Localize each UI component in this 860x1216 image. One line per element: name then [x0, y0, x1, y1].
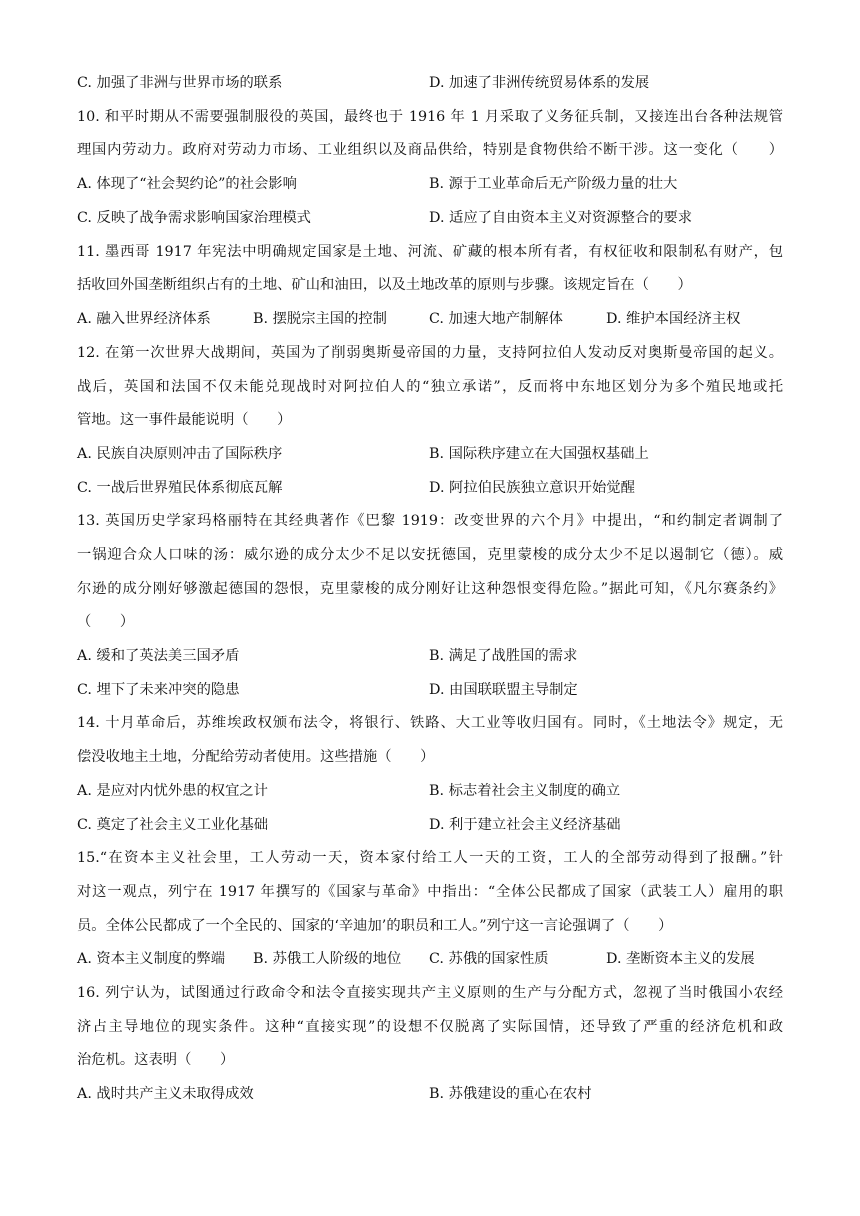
- q11-option-b: B. 摆脱宗主国的控制: [253, 311, 387, 327]
- q13-option-d: D. 由国联联盟主导制定: [429, 682, 578, 698]
- q14-option-c: C. 奠定了社会主义工业化基础: [77, 817, 269, 833]
- q14-stem-line-1: 14. 十月革命后，苏维埃政权颁布法令，将银行、铁路、大工业等收归国有。同时，《土地法令》规定，无: [77, 715, 783, 731]
- q10-stem-line-1: 10. 和平时期从不需要强制服役的英国，最终也于 1916 年 1 月采取了义务征兵制，又接连出台各种法规管: [77, 109, 783, 125]
- q15-stem-line-2: 对这一观点，列宁在 1917 年撰写的《国家与革命》中指出：“全体公民都成了国家（武装工人）雇用的职: [77, 884, 783, 900]
- q12-option-d: D. 阿拉伯民族独立意识开始觉醒: [429, 480, 635, 496]
- q11-option-d: D. 维护本国经济主权: [606, 311, 741, 327]
- q15-option-d: D. 垄断资本主义的发展: [606, 951, 755, 967]
- q13-stem-line-2: 一锅迎合众人口味的汤：威尔逊的成分太少不足以安抚德国，克里蒙梭的成分太少不足以遏制它（德）。威: [77, 547, 783, 563]
- q13-stem-line-3: 尔逊的成分刚好够激起德国的怨恨，克里蒙梭的成分刚好让这种怨恨变得危险。”据此可知，《凡尔赛条约》: [77, 581, 783, 597]
- q16-stem-line-2: 济占主导地位的现实条件。这种“直接实现”的设想不仅脱离了实际国情，还导致了严重的经济危机和政: [77, 1019, 783, 1035]
- q12-stem-line-2: 战后，英国和法国不仅未能兑现战时对阿拉伯人的“独立承诺”，反而将中东地区划分为多个殖民地或托: [77, 379, 783, 395]
- q15-option-c: C. 苏俄的国家性质: [429, 951, 549, 967]
- q16-option-a: A. 战时共产主义未取得成效: [77, 1086, 254, 1102]
- q10-stem-line-2: 理国内劳动力。政府对劳动力市场、工业组织以及商品供给，特别是食物供给不断干涉。这一变化（ ）: [77, 142, 783, 158]
- q11-stem-line-2: 括收回外国垄断组织占有的土地、矿山和油田，以及土地改革的原则与步骤。该规定旨在（ ）: [77, 277, 692, 293]
- q16-stem-line-3: 治危机。这表明（ ）: [77, 1052, 235, 1068]
- q13-stem-line-4: （ ）: [77, 614, 135, 630]
- q13-option-c: C. 埋下了未来冲突的隐患: [77, 682, 240, 698]
- q15-option-b: B. 苏俄工人阶级的地位: [253, 951, 402, 967]
- q11-option-a: A. 融入世界经济体系: [77, 311, 211, 327]
- q14-option-a: A. 是应对内忧外患的权宜之计: [77, 783, 268, 799]
- q16-stem-line-1: 16. 列宁认为，试图通过行政命令和法令直接实现共产主义原则的生产与分配方式，忽视了当时俄国小农经: [77, 985, 783, 1001]
- q16-option-b: B. 苏俄建设的重心在农村: [429, 1086, 592, 1102]
- q12-stem-line-3: 管地。这一事件最能说明（ ）: [77, 412, 292, 428]
- q11-stem-line-1: 11. 墨西哥 1917 年宪法中明确规定国家是土地、河流、矿藏的根本所有者，有权征收和限制私有财产，包: [77, 244, 783, 260]
- q14-option-b: B. 标志着社会主义制度的确立: [429, 783, 621, 799]
- q13-option-a: A. 缓和了英法美三国矛盾: [77, 648, 240, 664]
- q14-stem-line-2: 偿没收地主土地，分配给劳动者使用。这些措施（ ）: [77, 749, 435, 765]
- q12-option-c: C. 一战后世界殖民体系彻底瓦解: [77, 480, 283, 496]
- q15-stem-line-3: 员。全体公民都成了一个全民的、国家的‘辛迪加’的职员和工人。”列宁这一言论强调了（ ）: [77, 918, 673, 934]
- q13-option-b: B. 满足了战胜国的需求: [429, 648, 578, 664]
- q12-option-b: B. 国际秩序建立在大国强权基础上: [429, 446, 649, 462]
- q14-option-d: D. 利于建立社会主义经济基础: [429, 817, 621, 833]
- q9-option-c: C. 加强了非洲与世界市场的联系: [77, 75, 283, 91]
- q10-option-a: A. 体现了“社会契约论”的社会影响: [77, 176, 297, 192]
- q13-stem-line-1: 13. 英国历史学家玛格丽特在其经典著作《巴黎 1919：改变世界的六个月》中提出，“和约制定者调制了: [77, 513, 783, 529]
- q12-option-a: A. 民族自决原则冲击了国际秩序: [77, 446, 283, 462]
- q10-option-b: B. 源于工业革命后无产阶级力量的壮大: [429, 176, 678, 192]
- q15-stem-line-1: 15.“在资本主义社会里，工人劳动一天，资本家付给工人一天的工资，工人的全部劳动得到了报酬。”针: [77, 850, 783, 866]
- q12-stem-line-1: 12. 在第一次世界大战期间，英国为了削弱奥斯曼帝国的力量，支持阿拉伯人发动反对奥斯曼帝国的起义。: [77, 345, 783, 361]
- q15-option-a: A. 资本主义制度的弊端: [77, 951, 226, 967]
- q9-option-d: D. 加速了非洲传统贸易体系的发展: [429, 75, 650, 91]
- q10-option-c: C. 反映了战争需求影响国家治理模式: [77, 210, 311, 226]
- q11-option-c: C. 加速大地产制解体: [429, 311, 563, 327]
- q10-option-d: D. 适应了自由资本主义对资源整合的要求: [429, 210, 693, 226]
